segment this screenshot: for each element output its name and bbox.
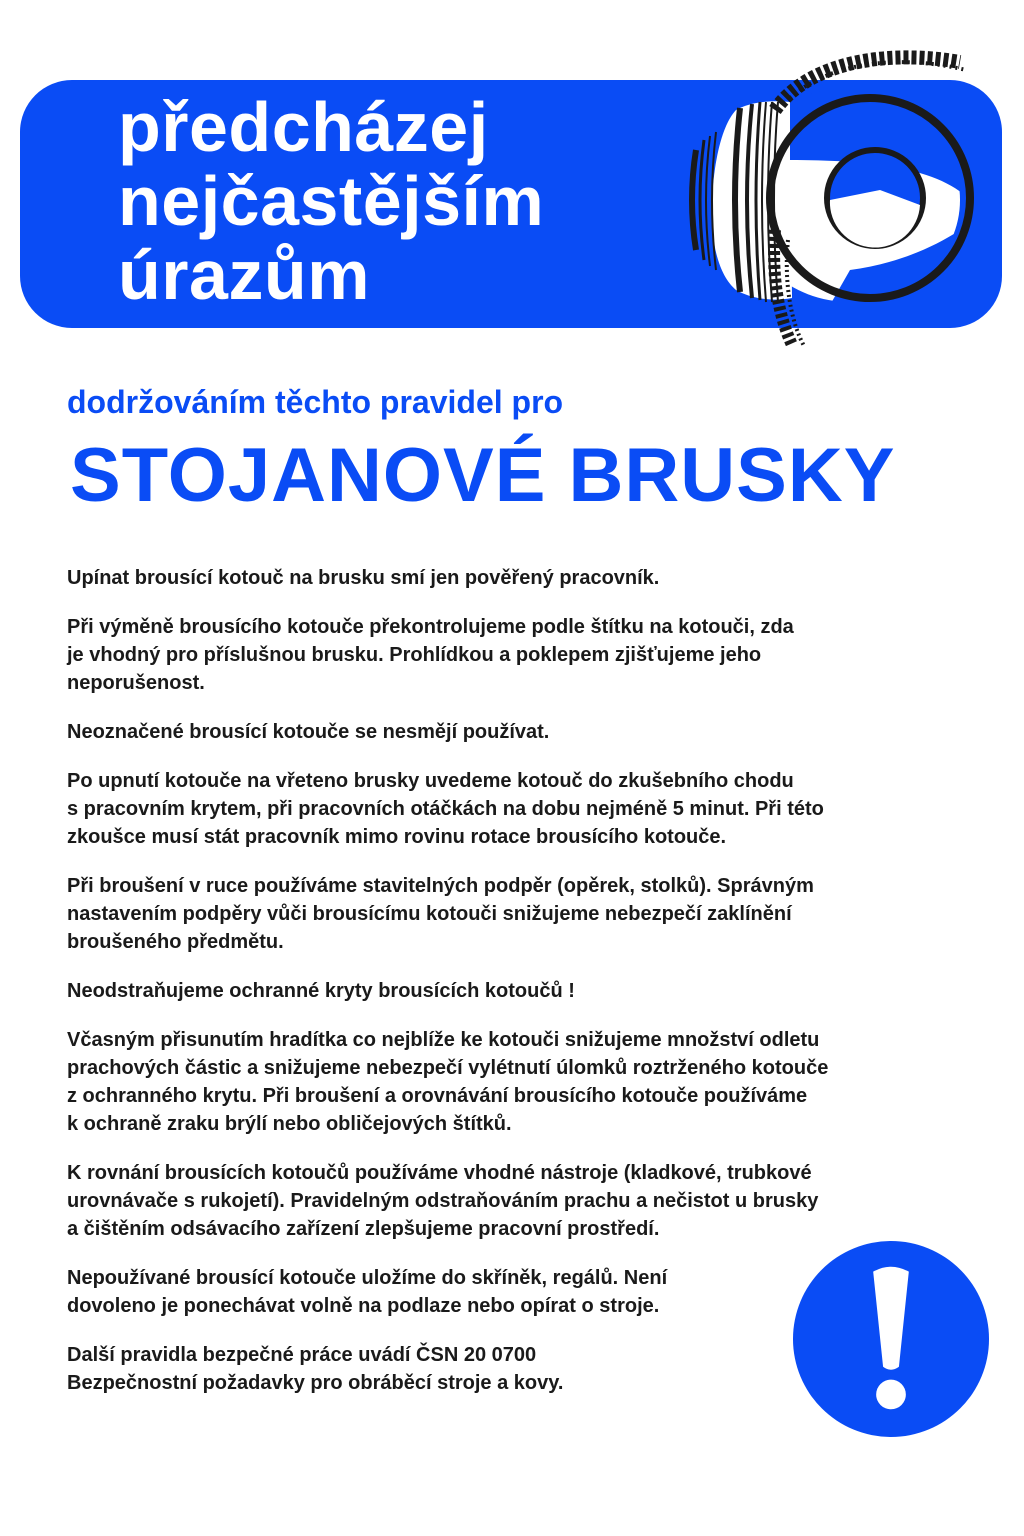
rule-line: s pracovním krytem, při pracovních otáčkách na dobu nejméně 5 minut. Při této xyxy=(67,798,824,820)
rule-line: Po upnutí kotouče na vřeteno brusky uvedeme kotouč do zkušebního chodu xyxy=(67,770,794,792)
rule-item xyxy=(67,613,967,697)
rule-line: je vhodný pro příslušnou brusku. Prohlídkou a poklepem zjišťujeme jeho xyxy=(67,644,762,666)
rule-item xyxy=(67,872,967,956)
rule-line: Neodstraňujeme ochranné kryty brousících kotoučů ! xyxy=(67,980,575,1002)
rule-line: Další pravidla bezpečné práce uvádí ČSN 20 0700 xyxy=(67,1344,537,1366)
rule-line: a čištěním odsávacího zařízení zlepšujeme pracovní prostředí. xyxy=(67,1218,660,1240)
rule-line: urovnávače s rukojetí). Pravidelným odstraňováním prachu a nečistot u brusky xyxy=(67,1190,819,1212)
grinding-wheel-icon xyxy=(680,40,1000,360)
rule-item xyxy=(67,1159,967,1243)
rule-line: prachových částic a snižujeme nebezpečí vylétnutí úlomků roztrženého kotouče xyxy=(67,1057,829,1079)
banner-title xyxy=(118,90,544,312)
rule-item xyxy=(67,1264,767,1320)
rule-line: Neoznačené brousící kotouče se nesmějí používat. xyxy=(67,721,550,743)
main-title: STOJANOVÉ BRUSKY xyxy=(70,433,896,518)
rule-line: dovoleno je ponechávat volně na podlaze nebo opírat o stroje. xyxy=(67,1295,660,1317)
rule-line: k ochraně zraku brýlí nebo obličejových štítků. xyxy=(67,1113,512,1135)
rule-item xyxy=(67,718,967,746)
rule-line: Při výměně brousícího kotouče překontrolujeme podle štítku na kotouči, zda xyxy=(67,616,794,638)
rule-line: Včasným přisunutím hradítka co nejblíže ke kotouči snižujeme množství odletu xyxy=(67,1029,820,1051)
banner-title-line: úrazům xyxy=(118,236,370,314)
exclamation-sign-icon xyxy=(792,1240,990,1438)
rule-item xyxy=(67,1341,767,1397)
subtitle: dodržováním těchto pravidel pro xyxy=(67,384,564,420)
rule-line: K rovnání brousících kotoučů používáme vhodné nástroje (kladkové, trubkové xyxy=(67,1162,812,1184)
exclamation-dot xyxy=(876,1380,906,1410)
rule-item xyxy=(67,977,967,1005)
rule-line: Upínat brousící kotouč na brusku smí jen pověřený pracovník. xyxy=(67,567,660,589)
rule-line: zkoušce musí stát pracovník mimo rovinu rotace brousícího kotouče. xyxy=(67,826,727,848)
rule-item xyxy=(67,767,967,851)
rule-line: z ochranného krytu. Při broušení a orovnávání brousícího kotouče používáme xyxy=(67,1085,808,1107)
rule-item xyxy=(67,564,967,592)
rule-line: Nepoužívané brousící kotouče uložíme do skříněk, regálů. Není xyxy=(67,1267,668,1289)
banner-title-line: nejčastějším xyxy=(118,162,545,240)
rule-line: Při broušení v ruce používáme stavitelných podpěr (opěrek, stolků). Správným xyxy=(67,875,814,897)
rule-item xyxy=(67,1026,967,1138)
banner-title-line: předcházej xyxy=(118,88,489,166)
rule-line: broušeného předmětu. xyxy=(67,931,284,953)
rule-line: neporušenost. xyxy=(67,672,205,694)
rule-line: Bezpečnostní požadavky pro obráběcí stroje a kovy. xyxy=(67,1372,564,1394)
rule-line: nastavením podpěry vůči brousícímu kotouči snižujeme nebezpečí zaklínění xyxy=(67,903,792,925)
